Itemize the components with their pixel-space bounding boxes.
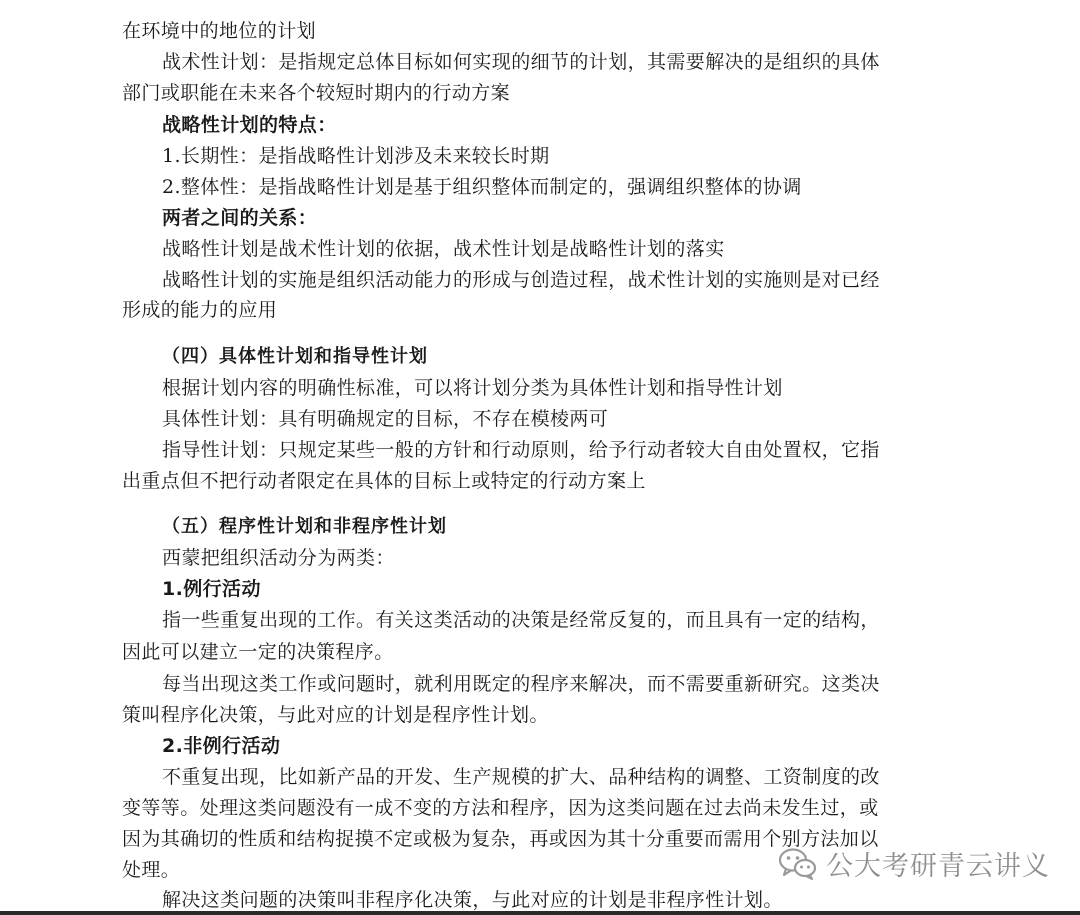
text-line: 根据计划内容的明确性标准，可以将计划分类为具体性计划和指导性计划 — [162, 377, 783, 399]
text-line: 在环境中的地位的计划 — [122, 20, 317, 42]
text-line: 每当出现这类工作或问题时，就利用既定的程序来解决，而不需要重新研究。这类决 — [162, 673, 880, 695]
text-line: 指一些重复出现的工作。有关这类活动的决策是经常反复的，而且具有一定的结构， — [162, 609, 880, 631]
text-line: 解决这类问题的决策叫非程序化决策，与此对应的计划是非程序性计划。 — [162, 889, 783, 911]
subheading: 两者之间的关系： — [162, 207, 318, 229]
text-line: 西蒙把组织活动分为两类： — [162, 547, 395, 569]
watermark-text: 公大考研青云讲义 — [826, 850, 1050, 882]
text-line: 处理。 — [122, 859, 181, 881]
text-line: 战术性计划：是指规定总体目标如何实现的细节的计划，其需要解决的是组织的具体 — [162, 51, 880, 73]
text-line: 战略性计划是战术性计划的依据，战术性计划是战略性计划的落实 — [162, 238, 725, 260]
text-line: 因此可以建立一定的决策程序。 — [122, 641, 394, 663]
text-line: 2.整体性：是指战略性计划是基于组织整体而制定的，强调组织整体的协调 — [162, 176, 802, 198]
text-line: 1.长期性：是指战略性计划涉及未来较长时期 — [162, 145, 550, 167]
bottom-border — [0, 911, 1080, 915]
text-line: 形成的能力的应用 — [122, 299, 278, 321]
text-line: 战略性计划的实施是组织活动能力的形成与创造过程，战术性计划的实施则是对已经 — [162, 269, 880, 291]
text-line: 出重点但不把行动者限定在具体的目标上或特定的行动方案上 — [122, 470, 646, 492]
subheading: 1.例行活动 — [162, 578, 261, 600]
text-line: 具体性计划：具有明确规定的目标，不存在模棱两可 — [162, 408, 609, 430]
text-line: 策叫程序化决策，与此对应的计划是程序性计划。 — [122, 704, 549, 726]
text-line: 指导性计划：只规定某些一般的方针和行动原则，给予行动者较大自由处置权，它指 — [162, 439, 880, 461]
section-heading: （五）程序性计划和非程序性计划 — [162, 516, 447, 537]
watermark — [778, 846, 1050, 880]
wechat-icon — [778, 846, 818, 880]
text-line: 因为其确切的性质和结构捉摸不定或极为复杂，再或因为其十分重要而需用个别方法加以 — [122, 828, 879, 850]
text-line: 不重复出现，比如新产品的开发、生产规模的扩大、品种结构的调整、工资制度的改 — [162, 766, 880, 788]
section-heading: （四）具体性计划和指导性计划 — [162, 346, 428, 367]
text-line: 变等等。处理这类问题没有一成不变的方法和程序，因为这类问题在过去尚未发生过，或 — [122, 797, 879, 819]
subheading: 战略性计划的特点： — [162, 114, 337, 136]
text-line: 部门或职能在未来各个较短时期内的行动方案 — [122, 82, 511, 104]
subheading: 2.非例行活动 — [162, 735, 281, 757]
